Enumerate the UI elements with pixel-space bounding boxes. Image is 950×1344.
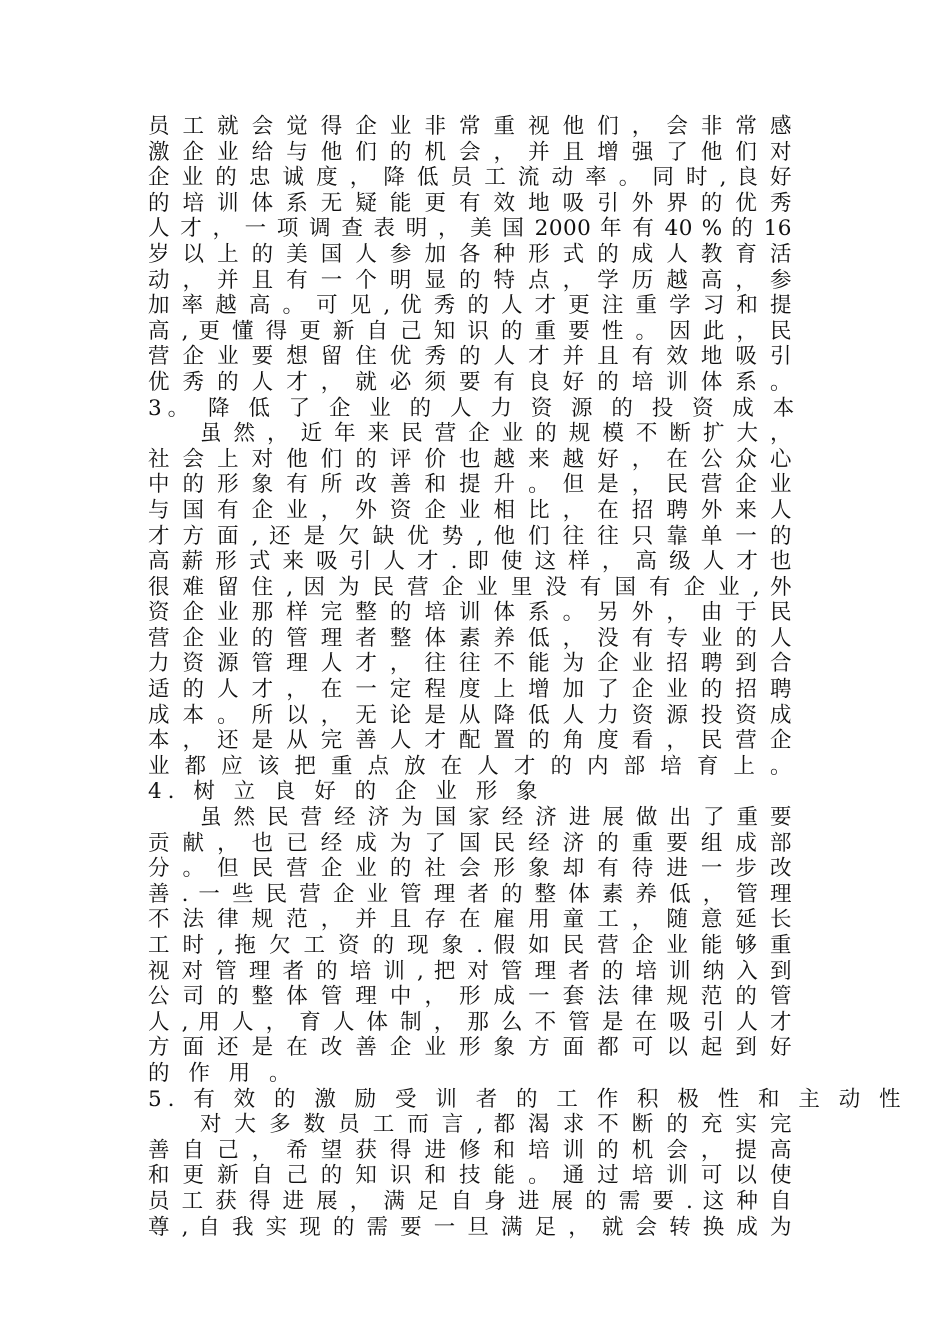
document-body [148, 114, 907, 1240]
text-line: 3。 降 低 了 企 业 的 人 力 资 源 的 投 资 成 本 [148, 395, 801, 421]
text-line: 本 ， 还 是 从 完 善 人 才 配 置 的 角 度 看 ， 民 营 企 [148, 728, 792, 754]
text-line: 尊 , 自 我 实 现 的 需 要 一 旦 满 足 ， 就 会 转 换 成 为 [148, 1214, 792, 1240]
text-line: 工 时 , 拖 欠 工 资 的 现 象 . 假 如 民 营 企 业 能 够 重 [148, 933, 792, 958]
text-line: 营 企 业 要 想 留 住 优 秀 的 人 才 并 且 有 效 地 吸 引 [148, 344, 792, 370]
text-line: 企 业 的 忠 诚 度 ， 降 低 员 工 流 动 率 。 同 时 , 良 好 [148, 165, 792, 191]
text-line: 5. 有 效 的 激 励 受 训 者 的 工 作 积 极 性 和 主 动 性 [148, 1086, 907, 1112]
text-line: 很 难 留 住 , 因 为 民 营 企 业 里 没 有 国 有 企 业 , 外 [148, 574, 792, 600]
text-line: 方 面 还 是 在 改 善 企 业 形 象 方 面 都 可 以 起 到 好 [148, 1035, 792, 1061]
text-line: 视 对 管 理 者 的 培 训 , 把 对 管 理 者 的 培 训 纳 入 到 [148, 958, 792, 984]
text-line: 营 企 业 的 管 理 者 整 体 素 养 低 ， 没 有 专 业 的 人 [148, 625, 792, 651]
text-line: 4. 树 立 良 好 的 企 业 形 象 [148, 779, 544, 805]
text-line: 和 更 新 自 己 的 知 识 和 技 能 。 通 过 培 训 可 以 使 [148, 1163, 792, 1189]
text-line: 力 资 源 管 理 人 才 ， 往 往 不 能 为 企 业 招 聘 到 合 [148, 651, 792, 677]
text-line: 的 培 训 体 系 无 疑 能 更 有 效 地 吸 引 外 界 的 优 秀 [148, 190, 792, 216]
text-line: 社 会 上 对 他 们 的 评 价 也 越 来 越 好 ， 在 公 众 心 [148, 446, 792, 472]
text-line: 虽 然 ， 近 年 来 民 营 企 业 的 规 模 不 断 扩 大 ， [200, 421, 792, 447]
text-line: 善 . 一 些 民 营 企 业 管 理 者 的 整 体 素 养 低 ， 管 理 [148, 881, 792, 907]
text-line: 分 。 但 民 营 企 业 的 社 会 形 象 却 有 待 进 一 步 改 [148, 856, 792, 882]
text-line: 虽 然 民 营 经 济 为 国 家 经 济 进 展 做 出 了 重 要 [200, 805, 792, 831]
text-line: 成 本 。 所 以 ， 无 论 是 从 降 低 人 力 资 源 投 资 成 [148, 702, 792, 728]
text-line: 动 ， 并 且 有 一 个 明 显 的 特 点 ， 学 历 越 高 ， 参 [148, 267, 792, 293]
text-line: 不 法 律 规 范 ， 并 且 存 在 雇 用 童 工 ， 随 意 延 长 [148, 907, 792, 933]
text-line: 人 才 ， 一 项 调 查 表 明 ， 美 国 2000 年 有 40 % 的 16 [148, 216, 792, 242]
text-line: 适 的 人 才 ， 在 一 定 程 度 上 增 加 了 企 业 的 招 聘 [148, 677, 792, 703]
text-line: 资 企 业 那 样 完 整 的 培 训 体 系 。 另 外 ， 由 于 民 [148, 600, 792, 626]
text-line: 与 国 有 企 业 ， 外 资 企 业 相 比 ， 在 招 聘 外 来 人 [148, 497, 792, 523]
text-line: 加 率 越 高 。 可 见 , 优 秀 的 人 才 更 注 重 学 习 和 提 [148, 293, 792, 319]
text-line: 人 , 用 人 ， 育 人 体 制 ， 那 么 不 管 是 在 吸 引 人 才 [148, 1009, 792, 1035]
text-line: 中 的 形 象 有 所 改 善 和 提 升 。 但 是 ， 民 营 企 业 [148, 472, 792, 498]
text-line: 的 作 用 。 [148, 1060, 297, 1086]
text-line: 激 企 业 给 与 他 们 的 机 会 ， 并 且 增 强 了 他 们 对 [148, 139, 792, 165]
text-line: 员 工 获 得 进 展 ， 满 足 自 身 进 展 的 需 要 . 这 种 自 [148, 1188, 792, 1214]
text-line: 公 司 的 整 体 管 理 中 ， 形 成 一 套 法 律 规 范 的 管 [148, 984, 792, 1010]
text-line: 才 方 面 , 还 是 欠 缺 优 势 , 他 们 往 往 只 靠 单 一 的 [148, 523, 792, 549]
text-line: 业 都 应 该 把 重 点 放 在 人 才 的 内 部 培 育 上 。 [148, 753, 792, 779]
text-line: 对 大 多 数 员 工 而 言 , 都 渴 求 不 断 的 充 实 完 [200, 1112, 792, 1138]
text-line: 优 秀 的 人 才 ， 就 必 须 要 有 良 好 的 培 训 体 系 。 [148, 369, 792, 395]
text-line: 善 自 己 ， 希 望 获 得 进 修 和 培 训 的 机 会 ， 提 高 [148, 1137, 792, 1163]
text-line: 岁 以 上 的 美 国 人 参 加 各 种 形 式 的 成 人 教 育 活 [148, 241, 792, 267]
text-line: 贡 献 ， 也 已 经 成 为 了 国 民 经 济 的 重 要 组 成 部 [148, 830, 792, 856]
text-line: 员 工 就 会 觉 得 企 业 非 常 重 视 他 们 ， 会 非 常 感 [148, 114, 792, 139]
text-line: 高 , 更 懂 得 更 新 自 己 知 识 的 重 要 性 。 因 此 ， 民 [148, 318, 792, 344]
text-line: 高 薪 形 式 来 吸 引 人 才 . 即 使 这 样 ， 高 级 人 才 也 [148, 549, 792, 575]
